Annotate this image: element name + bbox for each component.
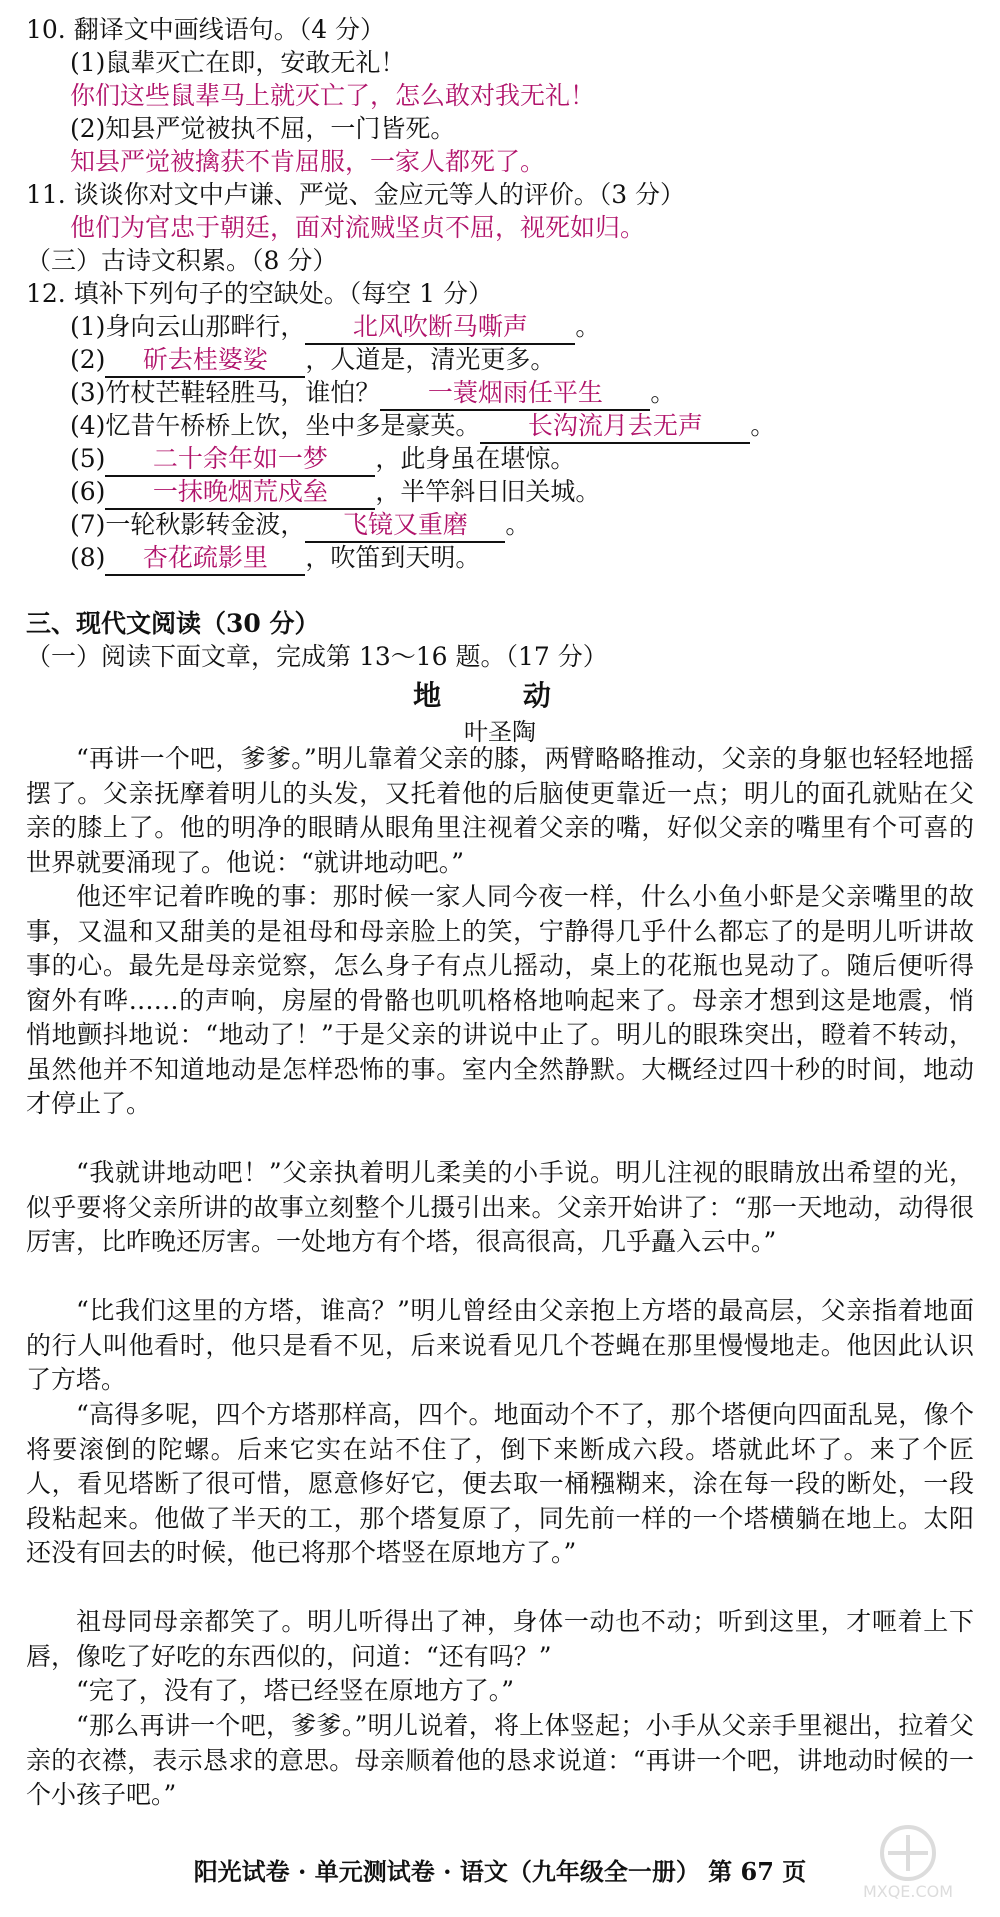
q10-answer-1: 你们这些鼠辈马上就灭亡了，怎么敢对我无礼！ [70, 81, 596, 110]
q12-text: 。 [650, 378, 676, 407]
article-paragraph-3: “我就讲地动吧！”父亲执着明儿柔美的小手说。明儿注视的眼睛放出希望的光，似乎要将父亲所讲的故事立刻整个儿摄引出来。父亲开始讲了：“那一天地动，动得很厉害，比昨晚还厉害。一处地方有个塔，很高很高，几乎矗入云中。” [26, 1158, 974, 1256]
q12-line-8 [70, 542, 480, 576]
q11-heading: 11. 谈谈你对文中卢谦、严觉、金应元等人的评价。（3 分） [26, 180, 686, 209]
part-3-heading: 三、现代文阅读（30 分） [26, 609, 320, 638]
q12-line-1 [70, 311, 600, 345]
watermark-text: MXQE.COM [862, 1882, 954, 1901]
q12-text: 。 [505, 510, 531, 539]
q12-line-7 [70, 509, 530, 543]
q12-text: (7)一轮秋影转金波， [70, 510, 306, 539]
q12-line-3 [70, 377, 675, 411]
watermark-logo [838, 1821, 978, 1901]
q12-line-2 [70, 344, 555, 378]
q12-blank-6: 一抹晚烟荒戍垒 [105, 476, 375, 510]
q11-answer: 他们为官忠于朝廷，面对流贼坚贞不屈，视死如归。 [70, 213, 646, 242]
q12-text: ，人道是，清光更多。 [305, 345, 556, 374]
article-author: 叶圣陶 [464, 718, 536, 746]
article-title: 地 动 [413, 679, 587, 712]
q12-text: 。 [575, 312, 601, 341]
q12-text: (1)身向云山那畔行， [70, 312, 306, 341]
q10-sentence-1: (1)鼠辈灭亡在即，安敢无礼！ [70, 48, 406, 77]
q12-blank-1: 北风吹断马嘶声 [305, 311, 575, 345]
q12-text: ，吹笛到天明。 [305, 543, 481, 572]
q10-sentence-2: (2)知县严觉被执不屈，一门皆死。 [70, 114, 456, 143]
article-paragraph-2: 他还牢记着昨晚的事：那时候一家人同今夜一样，什么小鱼小虾是父亲嘴里的故事，又温和又甜美的是祖母和母亲脸上的笑，宁静得几乎什么都忘了的是明儿听讲故事的心。最先是母亲觉察，怎么身子有点儿摇动，桌上的花瓶也晃动了。随后便听得窗外有哗……的声响，房屋的骨骼也叽叽格格地响起来了。母亲才想到这是地震，悄悄地颤抖地说：“地动了！”于是父亲的讲说中止了。明儿的眼珠突出，瞪着不转动，虽然他并不知道地动是怎样恐怖的事。室内全然静默。大概经过四十秒的时间，地动才停止了。 [26, 882, 974, 1118]
q12-blank-8: 杏花疏影里 [105, 542, 305, 576]
q10-heading: 10. 翻译文中画线语句。（4 分） [26, 15, 386, 44]
q12-text: (3)竹杖芒鞋轻胜马，谁怕？ [70, 378, 381, 407]
q12-text: (5) [70, 444, 106, 473]
q12-text: 。 [750, 411, 776, 440]
q12-text: (4)忆昔午桥桥上饮，坐中多是豪英。 [70, 411, 481, 440]
article-paragraph-7: “完了，没有了，塔已经竖在原地方了。” [76, 1676, 515, 1705]
q12-line-6 [70, 476, 600, 510]
article-paragraph-4: “比我们这里的方塔，谁高？”明儿曾经由父亲抱上方塔的最高层，父亲指着地面的行人叫他看时，他只是看不见，后来说看见几个苍蝇在那里慢慢地走。他因此认识了方塔。 [26, 1296, 974, 1394]
article-paragraph-8: “那么再讲一个吧，爹爹。”明儿说着，将上体竖起；小手从父亲手里褪出，拉着父亲的衣襟，表示恳求的意思。母亲顺着他的恳求说道：“再讲一个吧，讲地动时候的一个小孩子吧。” [26, 1711, 974, 1809]
section-3-heading: （三）古诗文积累。（8 分） [26, 246, 338, 275]
q12-blank-5: 二十余年如一梦 [105, 443, 375, 477]
q12-blank-2: 斫去桂婆娑 [105, 344, 305, 378]
article-paragraph-6: 祖母同母亲都笑了。明儿听得出了神，身体一动也不动；听到这里，才咂着上下唇，像吃了好吃的东西似的，问道：“还有吗？” [26, 1607, 974, 1671]
q12-blank-3: 一蓑烟雨任平生 [380, 377, 650, 411]
reading-1-heading: （一）阅读下面文章，完成第 13～16 题。（17 分） [26, 642, 608, 671]
page-footer: 阳光试卷 · 单元测试卷 · 语文（九年级全一册） 第 67 页 [193, 1857, 807, 1886]
q12-text: (6) [70, 477, 106, 506]
q12-line-5 [70, 443, 575, 477]
article-paragraph-1: “再讲一个吧，爹爹。”明儿靠着父亲的膝，两臂略略推动，父亲的身躯也轻轻地摇摆了。父亲抚摩着明儿的头发，又托着他的后脑使更靠近一点；明儿的面孔就贴在父亲的膝上了。他的明净的眼睛从眼角里注视着父亲的嘴，好似父亲的嘴里有个可喜的世界就要涌现了。他说：“就讲地动吧。” [26, 744, 974, 877]
article-paragraph-5: “高得多呢，四个方塔那样高，四个。地面动个不了，那个塔便向四面乱晃，像个将要滚倒的陀螺。后来它实在站不住了，倒下来断成六段。塔就此坏了。来了个匠人，看见塔断了很可惜，愿意修好它，便去取一桶糨糊来，涂在每一段的断处，一段段粘起来。他做了半天的工，那个塔复原了，同先前一样的一个塔横躺在地上。太阳还没有回去的时候，他已将那个塔竖在原地方了。” [26, 1400, 974, 1567]
q12-text: (2) [70, 345, 106, 374]
q12-line-4 [70, 410, 775, 444]
q12-text: ，半竿斜日旧关城。 [375, 477, 601, 506]
q12-text: ，此身虽在堪惊。 [375, 444, 576, 473]
q12-blank-4: 长沟流月去无声 [480, 410, 750, 444]
q10-answer-2: 知县严觉被擒获不肯屈服，一家人都死了。 [70, 147, 546, 176]
q12-heading: 12. 填补下列句子的空缺处。（每空 1 分） [26, 279, 494, 308]
q12-text: (8) [70, 543, 106, 572]
q12-blank-7: 飞镜又重磨 [305, 509, 505, 543]
